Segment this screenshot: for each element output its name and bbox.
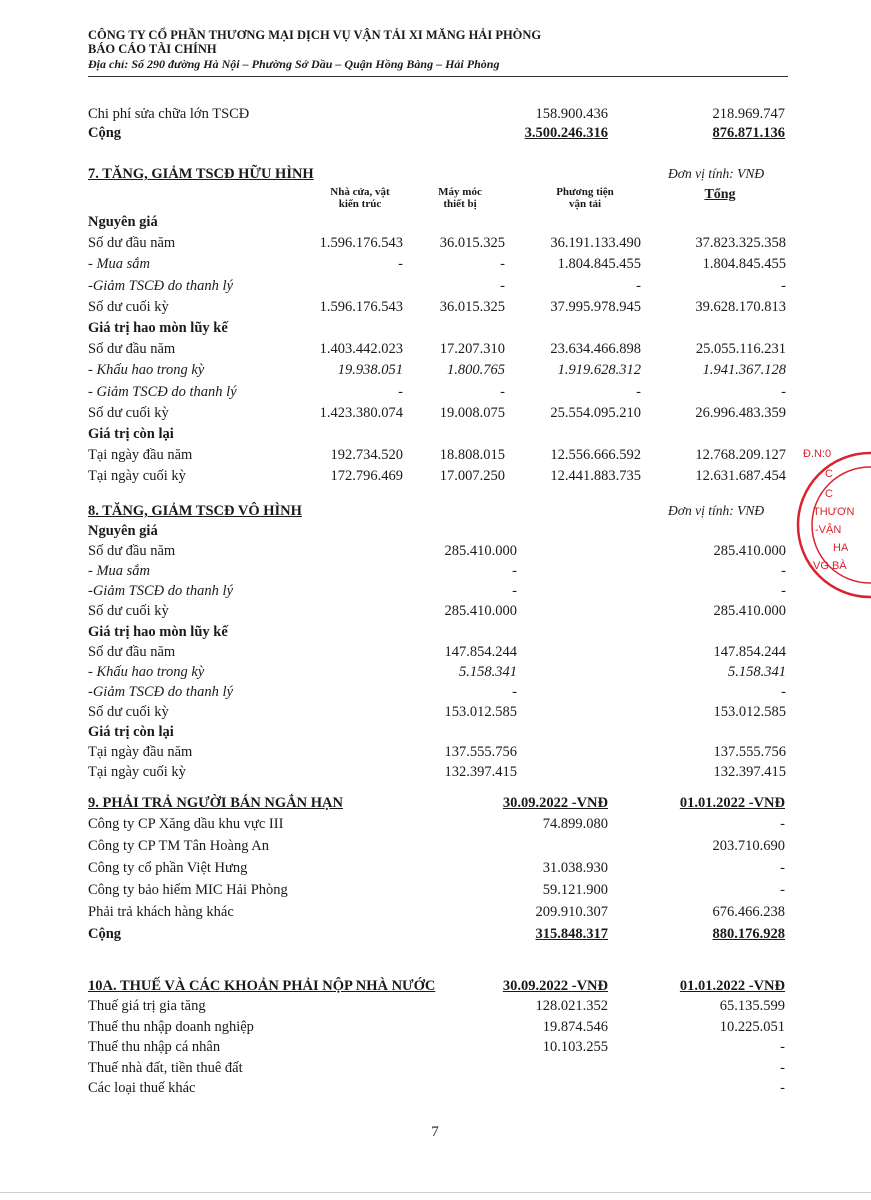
- s7-row-label: Giá trị còn lại: [88, 426, 174, 442]
- s7-cell-v3: 37.995.978.945: [550, 299, 641, 315]
- s7-row-label: Tại ngày cuối kỳ: [88, 468, 186, 484]
- s10-cell-a: 10.103.255: [542, 1039, 608, 1055]
- s7-cell-v2: -: [500, 256, 505, 272]
- s8-cell-a: -: [512, 684, 517, 700]
- s8-row-label: Số dư cuối kỳ: [88, 603, 169, 619]
- stamp-text-fragment: HA: [833, 542, 849, 554]
- s7-col-machine-l1: Máy móc: [438, 186, 482, 198]
- s7-row-label: - Mua sắm: [88, 256, 151, 272]
- company-name: CÔNG TY CỔ PHẦN THƯƠNG MẠI DỊCH VỤ VẬN TẢI XI MĂNG HẢI PHÒNG: [88, 28, 542, 42]
- address-text: Địa chỉ: Số 290 đường Hà Nội – Phường Sở Dầu – Quận Hồng Bàng – Hải Phòng: [88, 57, 500, 71]
- s8-cell-b: 5.158.341: [728, 664, 786, 680]
- s7-row-label: Số dư cuối kỳ: [88, 405, 169, 421]
- s10-row-label: Thuế thu nhập doanh nghiệp: [88, 1019, 254, 1035]
- s8-row-label: Số dư đầu năm: [88, 644, 176, 660]
- s7-cell-v4: 37.823.325.358: [695, 235, 786, 251]
- s9-row-label: Công ty CP TM Tân Hoàng An: [88, 838, 269, 854]
- s7-cell-v1: 1.596.176.543: [319, 299, 403, 315]
- header-divider: [88, 76, 788, 77]
- s7-row-label: Số dư đầu năm: [88, 341, 176, 357]
- top-row-value-a: 3.500.246.316: [524, 125, 608, 141]
- s8-cell-b: 132.397.415: [713, 764, 786, 780]
- top-row-value-b: 876.871.136: [712, 125, 785, 141]
- s10-cell-a: 128.021.352: [535, 998, 608, 1014]
- s8-row-label: - Khấu hao trong kỳ: [88, 664, 205, 680]
- company-stamp: [795, 440, 871, 610]
- s8-row-label: Tại ngày đầu năm: [88, 744, 193, 760]
- s8-cell-a: 285.410.000: [444, 543, 517, 559]
- s9-cell-b: -: [780, 860, 785, 876]
- s7-cell-v1: 172.796.469: [330, 468, 403, 484]
- s7-col-machine: [420, 186, 500, 210]
- section-8-title-text: 8. TĂNG, GIẢM TSCĐ VÔ HÌNH: [88, 503, 302, 519]
- s9-cell-b: -: [780, 816, 785, 832]
- s7-cell-v2: 1.800.765: [447, 362, 505, 378]
- s8-cell-a: 5.158.341: [459, 664, 517, 680]
- s7-row-label: Số dư cuối kỳ: [88, 299, 169, 315]
- s9-col-b: 01.01.2022 -VNĐ: [679, 795, 785, 811]
- s7-col-vehicle-l1: Phương tiện: [556, 186, 614, 198]
- s9-row-label: Công ty bảo hiểm MIC Hải Phòng: [88, 882, 288, 898]
- s10-col-a: 30.09.2022 -VNĐ: [502, 978, 608, 994]
- s7-cell-v1: -: [398, 384, 403, 400]
- s10-cell-a: 19.874.546: [542, 1019, 608, 1035]
- section-7-title: [88, 166, 314, 183]
- s8-row-label: -Giảm TSCĐ do thanh lý: [88, 684, 233, 700]
- s8-row-label: Giá trị còn lại: [88, 724, 174, 740]
- s8-cell-b: -: [781, 563, 786, 579]
- s10-row-label: Thuế thu nhập cá nhân: [88, 1039, 221, 1055]
- top-row-label: Chi phí sửa chữa lớn TSCĐ: [88, 106, 250, 122]
- section-7-title-text: 7. TĂNG, GIẢM TSCĐ HỮU HÌNH: [88, 166, 314, 182]
- page-number: 7: [431, 1124, 439, 1140]
- s8-cell-a: 147.854.244: [444, 644, 517, 660]
- s9-cell-b: 203.710.690: [712, 838, 785, 854]
- s10-cell-b: -: [780, 1060, 785, 1076]
- s7-cell-v3: 23.634.466.898: [550, 341, 641, 357]
- s8-cell-b: -: [781, 583, 786, 599]
- section-9-title-text: 9. PHẢI TRẢ NGƯỜI BÁN NGẮN HẠN: [88, 795, 343, 811]
- s9-cell-b: -: [780, 882, 785, 898]
- s7-cell-v4: 12.631.687.454: [695, 468, 786, 484]
- s7-cell-v2: -: [500, 384, 505, 400]
- s9-cell-b: 676.466.238: [712, 904, 785, 920]
- s7-cell-v4: 25.055.116.231: [695, 341, 786, 357]
- s8-cell-b: 137.555.756: [713, 744, 786, 760]
- s7-col-total: Tổng: [704, 187, 736, 202]
- s7-row-label: Tại ngày đầu năm: [88, 447, 193, 463]
- s7-cell-v3: 1.804.845.455: [557, 256, 641, 272]
- s7-cell-v4: 12.768.209.127: [695, 447, 786, 463]
- s10-row-label: Các loại thuế khác: [88, 1080, 196, 1096]
- s7-cell-v3: -: [636, 384, 641, 400]
- s7-row-label: - Giảm TSCĐ do thanh lý: [88, 384, 237, 400]
- s7-cell-v4: -: [781, 384, 786, 400]
- s7-cell-v4: 39.628.170.813: [695, 299, 786, 315]
- s7-col-building-l1: Nhà cửa, vật: [330, 186, 390, 198]
- s8-row-label: -Giảm TSCĐ do thanh lý: [88, 583, 233, 599]
- s8-cell-a: 132.397.415: [444, 764, 517, 780]
- s8-row-label: Số dư cuối kỳ: [88, 704, 169, 720]
- s9-col-a: 30.09.2022 -VNĐ: [502, 795, 608, 811]
- s8-cell-a: 137.555.756: [444, 744, 517, 760]
- s10-cell-b: 10.225.051: [719, 1019, 785, 1035]
- stamp-text-fragment: C: [825, 488, 833, 500]
- s7-cell-v4: 1.941.367.128: [702, 362, 786, 378]
- section-8-unit: Đơn vị tính: VNĐ: [668, 503, 765, 518]
- section-10a-title: [88, 978, 435, 995]
- s8-row-label: Giá trị hao mòn lũy kế: [88, 624, 228, 640]
- s7-col-vehicle-l2: vận tải: [568, 198, 602, 210]
- company-address: [88, 57, 499, 71]
- s9-cell-a: 209.910.307: [535, 904, 608, 920]
- s8-row-label: - Mua sắm: [88, 563, 151, 579]
- s7-cell-v4: 26.996.483.359: [695, 405, 786, 421]
- s8-row-label: Nguyên giá: [88, 523, 158, 539]
- s9-row-label: Phải trả khách hàng khác: [88, 904, 234, 920]
- s7-cell-v3: 1.919.628.312: [557, 362, 641, 378]
- s9-row-label: Cộng: [88, 926, 122, 942]
- s7-cell-v2: 19.008.075: [439, 405, 505, 421]
- stamp-text-fragment: VG BÀ: [813, 560, 847, 572]
- s8-cell-a: 285.410.000: [444, 603, 517, 619]
- section-8-title: [88, 503, 302, 520]
- s7-row-label: Nguyên giá: [88, 214, 158, 230]
- s7-cell-v3: 25.554.095.210: [550, 405, 641, 421]
- s7-col-building: [310, 186, 410, 210]
- report-title: BÁO CÁO TÀI CHÍNH: [88, 42, 217, 56]
- s7-cell-v1: 1.596.176.543: [319, 235, 403, 251]
- s7-cell-v3: -: [636, 278, 641, 294]
- section-9-title: [88, 795, 343, 812]
- s7-cell-v3: 12.441.883.735: [550, 468, 641, 484]
- s7-cell-v2: 36.015.325: [439, 235, 505, 251]
- s9-cell-a: 315.848.317: [535, 926, 608, 942]
- section-7-unit: Đơn vị tính: VNĐ: [668, 166, 765, 181]
- top-row-label: Cộng: [88, 125, 122, 141]
- s7-cell-v2: 17.007.250: [439, 468, 505, 484]
- s7-cell-v2: -: [500, 278, 505, 294]
- s7-row-label: Số dư đầu năm: [88, 235, 176, 251]
- s7-cell-v1: 192.734.520: [330, 447, 403, 463]
- s7-col-building-l2: kiến trúc: [338, 198, 382, 210]
- section-10a-title-text: 10A. THUẾ VÀ CÁC KHOẢN PHẢI NỘP NHÀ NƯỚC: [88, 978, 436, 994]
- s7-row-label: -Giảm TSCĐ do thanh lý: [88, 278, 233, 294]
- s8-cell-a: 153.012.585: [444, 704, 517, 720]
- stamp-text-fragment: THƯƠN: [813, 506, 855, 518]
- s10-cell-b: -: [780, 1080, 785, 1096]
- s10-cell-b: 65.135.599: [719, 998, 785, 1014]
- s10-row-label: Thuế nhà đất, tiền thuê đất: [88, 1060, 243, 1076]
- s9-cell-a: 31.038.930: [542, 860, 608, 876]
- s8-cell-b: 153.012.585: [713, 704, 786, 720]
- s8-cell-b: -: [781, 684, 786, 700]
- s9-cell-a: 59.121.900: [542, 882, 608, 898]
- s10-col-b: 01.01.2022 -VNĐ: [679, 978, 785, 994]
- s7-col-vehicle: [535, 186, 635, 210]
- s8-cell-a: -: [512, 583, 517, 599]
- s7-cell-v1: 1.423.380.074: [319, 405, 403, 421]
- s7-cell-v2: 17.207.310: [439, 341, 505, 357]
- s8-cell-b: 285.410.000: [713, 543, 786, 559]
- page-bottom-edge: [0, 1192, 871, 1193]
- s8-row-label: Số dư đầu năm: [88, 543, 176, 559]
- s8-row-label: Tại ngày cuối kỳ: [88, 764, 186, 780]
- s7-cell-v1: 1.403.442.023: [319, 341, 403, 357]
- stamp-text-fragment: C: [825, 468, 833, 480]
- top-row-value-a: 158.900.436: [535, 106, 608, 122]
- stamp-text-fragment: Đ.N:0: [803, 448, 832, 460]
- s7-cell-v2: 36.015.325: [439, 299, 505, 315]
- s9-row-label: Công ty cổ phần Việt Hưng: [88, 860, 248, 876]
- s9-cell-a: 74.899.080: [542, 816, 608, 832]
- s7-row-label: - Khấu hao trong kỳ: [88, 362, 205, 378]
- s7-cell-v3: 12.556.666.592: [550, 447, 641, 463]
- s7-cell-v4: 1.804.845.455: [702, 256, 786, 272]
- s9-row-label: Công ty CP Xăng dầu khu vực III: [88, 816, 284, 832]
- s7-cell-v1: -: [398, 256, 403, 272]
- s9-cell-b: 880.176.928: [712, 926, 785, 942]
- s7-cell-v3: 36.191.133.490: [550, 235, 641, 251]
- s7-row-label: Giá trị hao mòn lũy kế: [88, 320, 228, 336]
- s8-cell-b: 147.854.244: [713, 644, 786, 660]
- stamp-text-fragment: -VẬN: [815, 524, 842, 536]
- s7-cell-v1: 19.938.051: [337, 362, 403, 378]
- s8-cell-a: -: [512, 563, 517, 579]
- s7-cell-v4: -: [781, 278, 786, 294]
- s7-col-machine-l2: thiết bị: [443, 198, 477, 210]
- s10-row-label: Thuế giá trị gia tăng: [88, 998, 206, 1014]
- s7-cell-v2: 18.808.015: [439, 447, 505, 463]
- s10-cell-b: -: [780, 1039, 785, 1055]
- top-row-value-b: 218.969.747: [712, 106, 785, 122]
- s8-cell-b: 285.410.000: [713, 603, 786, 619]
